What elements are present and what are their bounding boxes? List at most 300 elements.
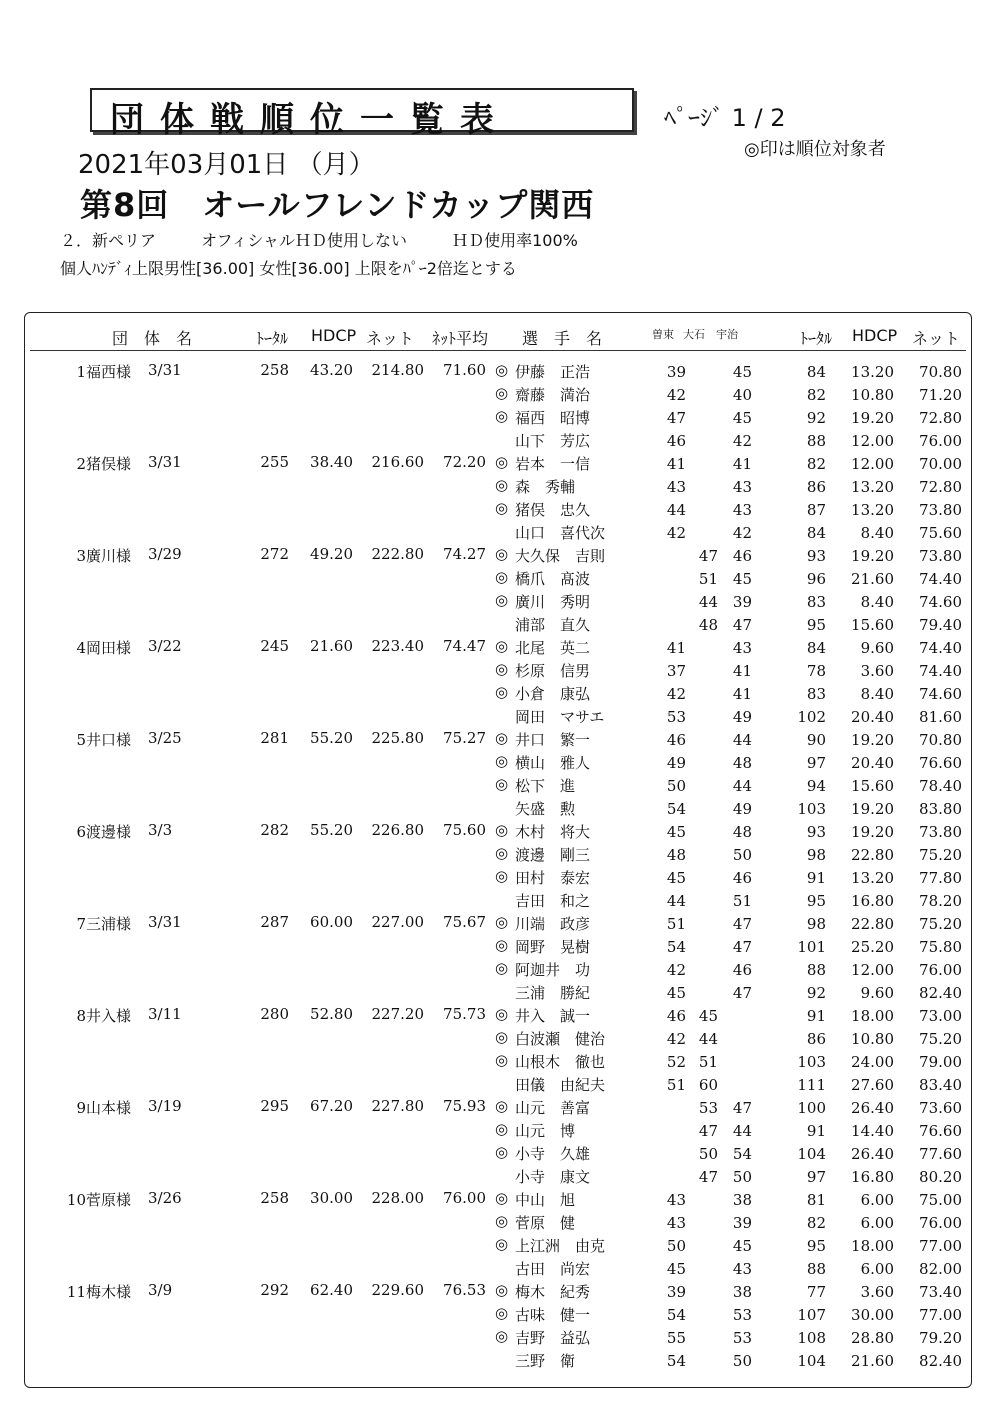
page-indicator: ﾍﾟｰｼﾞ 1 / 2 <box>664 104 786 132</box>
player-course-1: 42 <box>666 961 686 979</box>
player-name: 横山 雅人 <box>515 754 591 772</box>
ranked-mark: ◎ <box>495 384 509 402</box>
player-total: 84 <box>806 363 826 381</box>
player-name: 井口 繁一 <box>515 731 591 749</box>
player-net: 76.00 <box>919 432 962 450</box>
player-hdcp: 18.00 <box>851 1237 894 1255</box>
player-total: 97 <box>806 754 826 772</box>
player-course-1: 43 <box>666 478 686 496</box>
team-rank-name: 10菅原様 <box>66 1191 131 1209</box>
col-net: ネット <box>366 329 415 348</box>
player-total: 95 <box>806 616 826 634</box>
ranked-mark: ◎ <box>495 1005 509 1023</box>
player-total: 92 <box>806 984 826 1002</box>
player-net: 77.60 <box>919 1145 962 1163</box>
ranked-mark: ◎ <box>495 913 509 931</box>
player-hdcp: 12.00 <box>851 432 894 450</box>
player-course-1: 39 <box>666 1283 686 1301</box>
player-total: 86 <box>806 1030 826 1048</box>
player-net: 77.00 <box>919 1306 962 1324</box>
player-net: 73.80 <box>919 501 962 519</box>
player-hdcp: 3.60 <box>860 662 894 680</box>
team-total: 295 <box>260 1097 289 1115</box>
player-total: 111 <box>797 1076 826 1094</box>
team-hdcp: 60.00 <box>310 913 353 931</box>
player-course-1: 46 <box>666 731 686 749</box>
player-name: 古田 尚宏 <box>515 1260 591 1278</box>
team-date: 3/31 <box>148 453 182 471</box>
player-course-3: 47 <box>732 616 752 634</box>
player-net: 78.20 <box>919 892 962 910</box>
player-total: 81 <box>806 1191 826 1209</box>
col-hdcp: HDCP <box>311 326 357 345</box>
rule-line <box>60 228 618 251</box>
col-course-2: 大石 <box>683 328 705 341</box>
player-total: 82 <box>806 1214 826 1232</box>
team-hdcp: 30.00 <box>310 1189 353 1207</box>
team-net-avg: 76.53 <box>443 1281 486 1299</box>
team-rank-name: 11梅木様 <box>66 1283 131 1301</box>
player-course-2: 60 <box>698 1076 718 1094</box>
player-course-2: 48 <box>698 616 718 634</box>
player-total: 88 <box>806 1260 826 1278</box>
player-course-3: 47 <box>732 1099 752 1117</box>
team-date: 3/31 <box>148 913 182 931</box>
team-hdcp: 52.80 <box>310 1005 353 1023</box>
player-hdcp: 15.60 <box>851 616 894 634</box>
player-hdcp: 9.60 <box>860 984 894 1002</box>
player-name: 三浦 勝紀 <box>515 984 591 1002</box>
player-net: 73.80 <box>919 547 962 565</box>
player-total: 83 <box>806 593 826 611</box>
player-hdcp: 21.60 <box>851 570 894 588</box>
player-net: 76.00 <box>919 1214 962 1232</box>
player-total: 93 <box>806 547 826 565</box>
player-course-1: 45 <box>666 869 686 887</box>
player-net: 79.00 <box>919 1053 962 1071</box>
player-course-1: 44 <box>666 501 686 519</box>
player-course-3: 46 <box>732 869 752 887</box>
player-total: 78 <box>806 662 826 680</box>
player-name: 白波瀬 健治 <box>515 1030 606 1048</box>
player-hdcp: 13.20 <box>851 478 894 496</box>
player-total: 95 <box>806 1237 826 1255</box>
ranked-mark: ◎ <box>495 453 509 471</box>
player-name: 矢盛 勲 <box>515 800 576 818</box>
player-net: 82.40 <box>919 984 962 1002</box>
col-course-1: 曽束 <box>652 328 674 341</box>
player-hdcp: 9.60 <box>860 639 894 657</box>
player-hdcp: 19.20 <box>851 800 894 818</box>
player-hdcp: 22.80 <box>851 846 894 864</box>
player-total: 92 <box>806 409 826 427</box>
player-course-1: 42 <box>666 685 686 703</box>
player-hdcp: 26.40 <box>851 1099 894 1117</box>
player-hdcp: 20.40 <box>851 708 894 726</box>
player-name: 山元 善富 <box>515 1099 591 1117</box>
player-course-3: 43 <box>732 478 752 496</box>
player-course-3: 47 <box>732 938 752 956</box>
player-course-3: 47 <box>732 915 752 933</box>
player-course-1: 43 <box>666 1214 686 1232</box>
player-course-2: 47 <box>698 547 718 565</box>
player-name: 杉原 信男 <box>515 662 591 680</box>
player-name: 小寺 康文 <box>515 1168 591 1186</box>
player-hdcp: 14.40 <box>851 1122 894 1140</box>
player-net: 74.40 <box>919 639 962 657</box>
ranked-mark: ◎ <box>495 1281 509 1299</box>
player-course-3: 38 <box>732 1283 752 1301</box>
team-net: 223.40 <box>371 637 424 655</box>
player-course-2: 44 <box>698 1030 718 1048</box>
player-net: 81.60 <box>919 708 962 726</box>
player-name: 田村 泰宏 <box>515 869 591 887</box>
player-net: 76.60 <box>919 1122 962 1140</box>
player-name: 中山 旭 <box>515 1191 576 1209</box>
player-course-3: 50 <box>732 1168 752 1186</box>
player-name: 北尾 英二 <box>515 639 591 657</box>
player-total: 84 <box>806 639 826 657</box>
ranked-mark: ◎ <box>495 476 509 494</box>
player-course-3: 53 <box>732 1329 752 1347</box>
team-rank-name: 2猪俣様 <box>76 455 131 473</box>
player-course-3: 45 <box>732 570 752 588</box>
player-name: 菅原 健 <box>515 1214 576 1232</box>
player-course-2: 47 <box>698 1122 718 1140</box>
player-total: 84 <box>806 524 826 542</box>
player-name: 齋藤 満治 <box>515 386 591 404</box>
player-course-1: 54 <box>666 800 686 818</box>
rule-peoria: ２．新ペリア <box>60 231 157 250</box>
ranked-mark: ◎ <box>495 867 509 885</box>
team-date: 3/25 <box>148 729 182 747</box>
ranked-mark: ◎ <box>495 936 509 954</box>
team-rank-name: 8井入様 <box>76 1007 131 1025</box>
player-net: 78.40 <box>919 777 962 795</box>
ranked-mark: ◎ <box>495 407 509 425</box>
team-total: 255 <box>260 453 289 471</box>
player-total: 77 <box>806 1283 826 1301</box>
ranked-mark: ◎ <box>495 1120 509 1138</box>
player-net: 71.20 <box>919 386 962 404</box>
player-net: 76.60 <box>919 754 962 772</box>
team-rank-name: 3廣川様 <box>76 547 131 565</box>
ranked-mark: ◎ <box>495 591 509 609</box>
player-total: 98 <box>806 915 826 933</box>
player-course-2: 51 <box>698 570 718 588</box>
player-total: 90 <box>806 731 826 749</box>
player-total: 97 <box>806 1168 826 1186</box>
ranked-mark: ◎ <box>495 1212 509 1230</box>
header-divider <box>30 350 966 351</box>
player-total: 102 <box>797 708 826 726</box>
player-total: 83 <box>806 685 826 703</box>
player-name: 木村 将大 <box>515 823 591 841</box>
team-date: 3/9 <box>148 1281 173 1299</box>
player-net: 75.20 <box>919 846 962 864</box>
player-hdcp: 13.20 <box>851 869 894 887</box>
player-name: 吉田 和之 <box>515 892 591 910</box>
player-total: 104 <box>797 1145 826 1163</box>
player-name: 森 秀輔 <box>515 478 576 496</box>
player-net: 79.20 <box>919 1329 962 1347</box>
player-course-2: 44 <box>698 593 718 611</box>
player-net: 73.00 <box>919 1007 962 1025</box>
player-hdcp: 16.80 <box>851 892 894 910</box>
player-hdcp: 15.60 <box>851 777 894 795</box>
player-name: 松下 進 <box>515 777 576 795</box>
ranked-mark: ◎ <box>495 1304 509 1322</box>
player-total: 87 <box>806 501 826 519</box>
player-hdcp: 6.00 <box>860 1214 894 1232</box>
ranked-mark: ◎ <box>495 1097 509 1115</box>
player-name: 山口 喜代次 <box>515 524 606 542</box>
player-course-2: 50 <box>698 1145 718 1163</box>
player-hdcp: 10.80 <box>851 1030 894 1048</box>
event-date: 2021年03月01日 （月） <box>78 150 375 180</box>
team-rank-name: 6渡邊様 <box>76 823 131 841</box>
player-name: 吉野 益弘 <box>515 1329 591 1347</box>
player-hdcp: 13.20 <box>851 501 894 519</box>
player-course-3: 42 <box>732 432 752 450</box>
player-name: 山根木 徹也 <box>515 1053 606 1071</box>
team-total: 280 <box>260 1005 289 1023</box>
team-hdcp: 21.60 <box>310 637 353 655</box>
ranked-mark: ◎ <box>495 729 509 747</box>
player-name: 浦部 直久 <box>515 616 591 634</box>
team-total: 245 <box>260 637 289 655</box>
team-hdcp: 55.20 <box>310 821 353 839</box>
player-hdcp: 6.00 <box>860 1260 894 1278</box>
ranked-mark: ◎ <box>495 1143 509 1161</box>
player-hdcp: 12.00 <box>851 455 894 473</box>
col-team-name: 団 体 名 <box>112 329 193 348</box>
team-total: 287 <box>260 913 289 931</box>
player-total: 93 <box>806 823 826 841</box>
ranked-mark: ◎ <box>495 1028 509 1046</box>
player-total: 86 <box>806 478 826 496</box>
player-course-1: 41 <box>666 455 686 473</box>
player-course-1: 37 <box>666 662 686 680</box>
team-net: 227.20 <box>371 1005 424 1023</box>
player-name: 岩本 一信 <box>515 455 591 473</box>
player-net: 75.20 <box>919 1030 962 1048</box>
player-net: 83.40 <box>919 1076 962 1094</box>
team-hdcp: 62.40 <box>310 1281 353 1299</box>
player-net: 75.20 <box>919 915 962 933</box>
team-rank-name: 5井口様 <box>76 731 131 749</box>
page-title: 団体戦順位一覧表 <box>110 100 510 140</box>
player-hdcp: 19.20 <box>851 547 894 565</box>
player-total: 98 <box>806 846 826 864</box>
player-name: 三野 衛 <box>515 1352 576 1370</box>
team-date: 3/3 <box>148 821 173 839</box>
player-net: 72.80 <box>919 478 962 496</box>
player-course-1: 45 <box>666 823 686 841</box>
player-net: 75.60 <box>919 524 962 542</box>
player-course-3: 41 <box>732 455 752 473</box>
player-hdcp: 30.00 <box>851 1306 894 1324</box>
team-rank-name: 4岡田様 <box>76 639 131 657</box>
rule-official: オフィシャルＨＤ使用しない <box>201 231 408 250</box>
player-course-3: 44 <box>732 731 752 749</box>
col-player-hdcp: HDCP <box>852 326 898 345</box>
player-course-1: 42 <box>666 386 686 404</box>
player-name: 廣川 秀明 <box>515 593 591 611</box>
player-name: 岡野 晃樹 <box>515 938 591 956</box>
player-name: 大久保 吉則 <box>515 547 606 565</box>
team-net-avg: 75.67 <box>443 913 486 931</box>
player-course-3: 39 <box>732 1214 752 1232</box>
player-course-3: 43 <box>732 639 752 657</box>
player-course-1: 42 <box>666 524 686 542</box>
player-course-1: 51 <box>666 915 686 933</box>
team-net: 227.80 <box>371 1097 424 1115</box>
player-total: 88 <box>806 961 826 979</box>
player-course-1: 46 <box>666 432 686 450</box>
player-course-3: 48 <box>732 754 752 772</box>
player-total: 88 <box>806 432 826 450</box>
player-course-3: 41 <box>732 662 752 680</box>
team-date: 3/29 <box>148 545 182 563</box>
player-name: 岡田 マサエ <box>515 708 605 726</box>
player-hdcp: 21.60 <box>851 1352 894 1370</box>
ranked-mark: ◎ <box>495 1189 509 1207</box>
player-name: 上江洲 由克 <box>515 1237 606 1255</box>
team-hdcp: 49.20 <box>310 545 353 563</box>
player-hdcp: 16.80 <box>851 1168 894 1186</box>
player-net: 80.20 <box>919 1168 962 1186</box>
player-hdcp: 24.00 <box>851 1053 894 1071</box>
player-name: 橋爪 髙波 <box>515 570 591 588</box>
team-net-avg: 71.60 <box>443 361 486 379</box>
ranked-mark: ◎ <box>495 752 509 770</box>
team-total: 292 <box>260 1281 289 1299</box>
player-course-3: 50 <box>732 1352 752 1370</box>
player-course-1: 48 <box>666 846 686 864</box>
player-course-1: 54 <box>666 1306 686 1324</box>
ranked-mark: ◎ <box>495 1235 509 1253</box>
player-course-3: 48 <box>732 823 752 841</box>
player-total: 108 <box>797 1329 826 1347</box>
player-hdcp: 10.80 <box>851 386 894 404</box>
event-name: 第8回 オールフレンドカップ関西 <box>80 186 595 224</box>
team-rank-name: 9山本様 <box>76 1099 131 1117</box>
player-course-3: 43 <box>732 1260 752 1278</box>
player-hdcp: 19.20 <box>851 409 894 427</box>
player-net: 77.80 <box>919 869 962 887</box>
player-net: 82.00 <box>919 1260 962 1278</box>
player-total: 103 <box>797 800 826 818</box>
team-total: 282 <box>260 821 289 839</box>
player-course-2: 47 <box>698 1168 718 1186</box>
player-course-1: 47 <box>666 409 686 427</box>
team-net-avg: 74.27 <box>443 545 486 563</box>
ranked-mark: ◎ <box>495 361 509 379</box>
team-net: 214.80 <box>371 361 424 379</box>
col-total: ﾄｰﾀﾙ <box>256 329 289 348</box>
player-name: 古味 健一 <box>515 1306 591 1324</box>
player-course-3: 41 <box>732 685 752 703</box>
player-total: 104 <box>797 1352 826 1370</box>
player-total: 107 <box>797 1306 826 1324</box>
player-net: 70.00 <box>919 455 962 473</box>
player-course-3: 39 <box>732 593 752 611</box>
player-total: 91 <box>806 869 826 887</box>
team-hdcp: 43.20 <box>310 361 353 379</box>
team-date: 3/11 <box>148 1005 182 1023</box>
player-net: 82.40 <box>919 1352 962 1370</box>
ranked-mark: ◎ <box>495 499 509 517</box>
player-course-1: 39 <box>666 363 686 381</box>
team-hdcp: 67.20 <box>310 1097 353 1115</box>
team-total: 258 <box>260 361 289 379</box>
player-course-1: 46 <box>666 1007 686 1025</box>
player-name: 渡邊 剛三 <box>515 846 591 864</box>
team-net: 227.00 <box>371 913 424 931</box>
ranked-mark: ◎ <box>495 844 509 862</box>
player-net: 75.80 <box>919 938 962 956</box>
player-course-1: 55 <box>666 1329 686 1347</box>
player-course-3: 40 <box>732 386 752 404</box>
player-course-3: 45 <box>732 363 752 381</box>
team-total: 281 <box>260 729 289 747</box>
player-course-3: 46 <box>732 547 752 565</box>
ranked-mark: ◎ <box>495 959 509 977</box>
ranked-mark: ◎ <box>495 1051 509 1069</box>
player-total: 100 <box>797 1099 826 1117</box>
team-date: 3/26 <box>148 1189 182 1207</box>
player-net: 70.80 <box>919 731 962 749</box>
player-course-1: 44 <box>666 892 686 910</box>
player-course-3: 49 <box>732 800 752 818</box>
player-hdcp: 25.20 <box>851 938 894 956</box>
player-course-1: 50 <box>666 1237 686 1255</box>
player-hdcp: 22.80 <box>851 915 894 933</box>
ranked-mark: ◎ <box>495 637 509 655</box>
player-hdcp: 28.80 <box>851 1329 894 1347</box>
player-course-3: 44 <box>732 1122 752 1140</box>
rule-limit: 個人ﾊﾝﾃﾞｨ上限男性[36.00] 女性[36.00] 上限をﾊﾟｰ2倍迄とする <box>60 259 517 278</box>
team-net-avg: 74.47 <box>443 637 486 655</box>
team-net-avg: 75.93 <box>443 1097 486 1115</box>
ranked-mark: ◎ <box>495 568 509 586</box>
team-net-avg: 76.00 <box>443 1189 486 1207</box>
player-net: 74.60 <box>919 685 962 703</box>
player-course-3: 45 <box>732 409 752 427</box>
player-name: 井入 誠一 <box>515 1007 591 1025</box>
player-name: 田儀 由紀夫 <box>515 1076 606 1094</box>
team-net-avg: 75.73 <box>443 1005 486 1023</box>
player-course-2: 45 <box>698 1007 718 1025</box>
team-rank-name: 1福西様 <box>76 363 131 381</box>
player-net: 83.80 <box>919 800 962 818</box>
team-net: 216.60 <box>371 453 424 471</box>
col-net-avg: ﾈｯﾄ平均 <box>432 329 489 348</box>
team-net: 229.60 <box>371 1281 424 1299</box>
player-total: 94 <box>806 777 826 795</box>
team-total: 258 <box>260 1189 289 1207</box>
player-course-1: 52 <box>666 1053 686 1071</box>
player-course-3: 47 <box>732 984 752 1002</box>
player-course-3: 50 <box>732 846 752 864</box>
team-net: 225.80 <box>371 729 424 747</box>
player-net: 79.40 <box>919 616 962 634</box>
player-total: 82 <box>806 455 826 473</box>
player-course-1: 54 <box>666 938 686 956</box>
team-total: 272 <box>260 545 289 563</box>
team-net-avg: 75.60 <box>443 821 486 839</box>
